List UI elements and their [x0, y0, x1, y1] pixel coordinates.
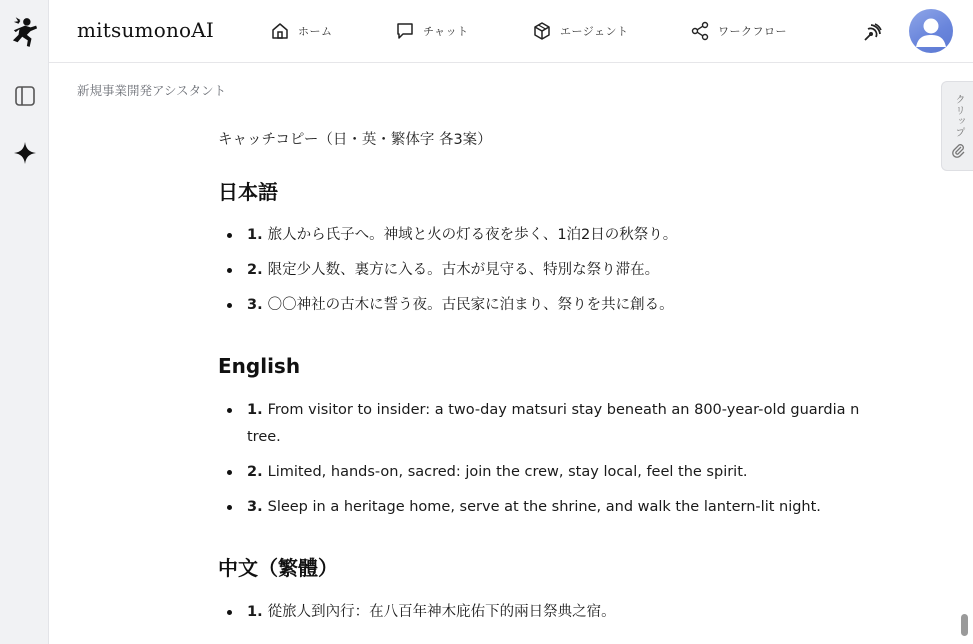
list-item-text: Sleep in a heritage home, serve at the shrine, and walk the lantern-lit night.	[267, 499, 821, 515]
list-item-number: 1.	[247, 604, 263, 620]
list-item	[218, 459, 868, 486]
sparkle-icon[interactable]	[12, 140, 38, 166]
nav-chat-label: チャット	[423, 25, 469, 38]
list-item-number: 3.	[247, 297, 263, 313]
brand-title[interactable]: mitsumonoAI	[77, 18, 215, 42]
section-heading-japanese: 日本語	[218, 180, 278, 204]
chat-message-content	[218, 128, 868, 626]
message-intro: キャッチコピー（日・英・繁体字 各3案）	[218, 132, 492, 148]
nav-home-label: ホーム	[298, 25, 333, 38]
list-english	[218, 397, 868, 521]
home-icon	[270, 21, 290, 41]
list-japanese	[218, 222, 868, 319]
paperclip-icon	[950, 142, 966, 158]
list-item	[218, 292, 868, 319]
list-item-text: 從旅人到內行：在八百年神木庇佑下的兩日祭典之宿。	[267, 604, 616, 620]
nav-workflow-label: ワークフロー	[718, 25, 787, 38]
user-icon	[909, 9, 953, 53]
cube-icon	[532, 21, 552, 41]
list-item	[218, 599, 868, 626]
broadcast-icon[interactable]	[861, 20, 885, 44]
section-heading-chinese: 中文（繁體）	[218, 556, 338, 580]
list-chinese	[218, 599, 868, 626]
list-item-number: 1.	[247, 227, 263, 243]
list-item-number: 3.	[247, 499, 263, 515]
left-rail	[0, 0, 49, 644]
list-item-text: 限定少人数、裏方に入る。古木が見守る、特別な祭り滞在。	[267, 262, 660, 278]
nav-workflow[interactable]	[690, 20, 787, 42]
nav-agent[interactable]	[532, 20, 629, 42]
nav-home[interactable]	[270, 20, 333, 42]
list-item-number: 2.	[247, 262, 263, 278]
chat-icon	[395, 21, 415, 41]
section-heading-english: English	[218, 354, 301, 378]
list-item-text: 〇〇神社の古木に誓う夜。古民家に泊まり、祭りを共に創る。	[267, 297, 674, 313]
list-item-number: 1.	[247, 402, 263, 418]
scrollbar-thumb[interactable]	[961, 614, 968, 636]
list-item-text: Limited, hands-on, sacred: join the crew, stay local, feel the spirit.	[267, 464, 748, 480]
top-header	[49, 0, 973, 63]
list-item-text: 旅人から氏子へ。神域と火の灯る夜を歩く、1泊2日の秋祭り。	[267, 227, 678, 243]
breadcrumb[interactable]: 新規事業開発アシスタント	[77, 83, 227, 98]
list-item-text: From visitor to insider: a two-day matsuri stay beneath an 800-year-old guardia n tree.	[247, 402, 860, 445]
clip-tab-label: クリップ	[953, 94, 964, 138]
list-item	[218, 494, 868, 521]
nav-agent-label: エージェント	[560, 25, 629, 38]
user-avatar[interactable]	[909, 9, 953, 53]
share-icon	[690, 21, 710, 41]
ninja-logo-icon[interactable]	[12, 20, 38, 46]
list-item	[218, 257, 868, 284]
list-item-number: 2.	[247, 464, 263, 480]
list-item	[218, 397, 868, 451]
clip-side-tab[interactable]	[941, 81, 973, 171]
nav-chat[interactable]	[395, 20, 469, 42]
sidebar-toggle-icon[interactable]	[12, 83, 38, 109]
list-item	[218, 222, 868, 249]
